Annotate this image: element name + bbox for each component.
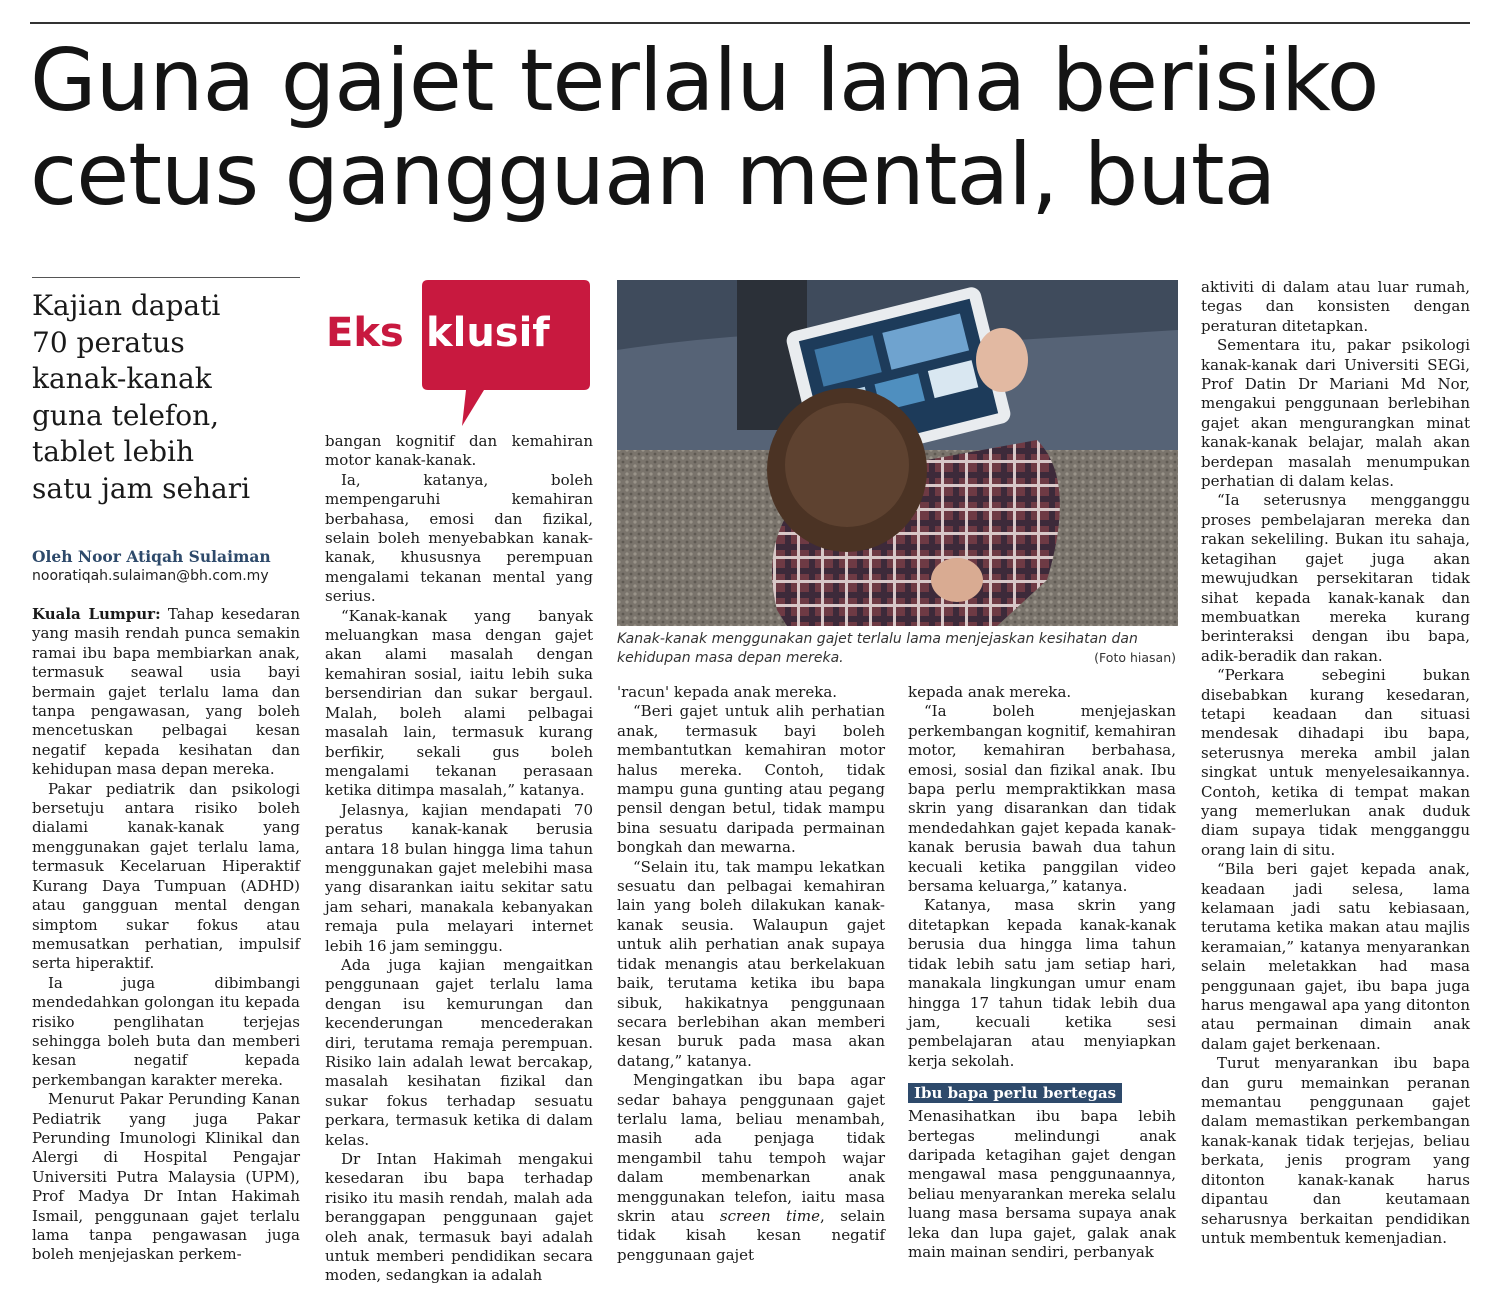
byline xyxy=(32,547,300,584)
paragraph: bangan kognitif dan kemahiran motor kanak-kanak. xyxy=(325,432,593,470)
subheading: Ibu bapa perlu bertegas xyxy=(908,1083,1122,1103)
column-3 xyxy=(617,683,885,1273)
article-photo xyxy=(617,280,1178,626)
paragraph: “Bila beri gajet kepada anak, keadaan jadi selesa, lama kelamaan jadi satu kebiasaan, terutama ketika makan atau majlis keramaian,” katanya menyarankan selain meletakkan had masa penggunaan gajet, ibu bapa juga harus mengawal apa yang ditonton atau permainan dimain anak dalam gajet berkenaan. xyxy=(1201,860,1470,1053)
deck-line: Kajian dapati xyxy=(32,289,221,322)
dateline: Kuala Lumpur: xyxy=(32,605,161,623)
paragraph: kepada anak mereka. xyxy=(908,683,1072,701)
paragraph: Katanya, masa skrin yang ditetapkan kepada kanak-kanak berusia dua hingga lima tahun tidak lebih satu jam setiap hari, manakala lingkungan umur enam hingga 17 tahun tidak lebih dua jam, kecuali ketika sesi pembelajaran atau menyiapkan kerja sekolah. xyxy=(908,896,1176,1070)
top-rule xyxy=(30,22,1470,24)
paragraph: “Ia boleh menjejaskan perkembangan kognitif, kemahiran motor, kemahiran berbahasa, emosi, sosial dan fizikal anak. Ibu bapa perlu mempraktikkan masa skrin yang disarankan dan tidak mendedahkan gajet kepada kanak-kanak berusia bawah dua tahun kecuali ketika panggilan video bersama keluarga,” katanya. xyxy=(908,702,1176,896)
paragraph: Menasihatkan ibu bapa lebih bertegas melindungi anak daripada ketagihan gajet dengan mengawal masa penggunaannya, beliau menyarankan mereka selalu luang masa bersama supaya anak leka dan lupa gajet, galak anak main mainan sendiri, perbanyak xyxy=(908,1107,1176,1261)
deck-line: tablet lebih xyxy=(32,435,194,468)
column-4 xyxy=(908,683,1176,1273)
paragraph: “Selain itu, tak mampu lekatkan sesuatu dan pelbagai kemahiran lain yang boleh dilakukan kanak-kanak seusia. Walaupun gajet untuk alih perhatian anak supaya tidak menangis atau berkelakuan baik, terutama ketika ibu bapa sibuk, hakikatnya penggunaan secara berlebihan akan memberi kesan buruk pada masa akan datang,” katanya. xyxy=(617,857,885,1070)
deck-line: 70 peratus xyxy=(32,325,185,359)
child-with-tablet-image xyxy=(617,280,1178,626)
headline xyxy=(30,31,1470,225)
paragraph: Mengingatkan ibu bapa agar sedar bahaya penggunaan gajet terlalu lama, beliau menambah, masih ada penjaga tidak mengambil tahu tempoh wajar dalam membenarkan anak menggunakan telefon, iaitu masa skrin atau screen time, selain tidak kisah kesan negatif penggunaan gajet xyxy=(617,1071,885,1264)
paragraph: “Beri gajet untuk alih perhatian anak, termasuk bayi boleh membantutkan kemahiran motor halus mereka. Contoh, tidak mampu guna gunting atau pegang pensil dengan betul, tidak mampu bina sesuatu daripada permainan bongkah dan mewarna. xyxy=(617,702,885,857)
photo-caption xyxy=(617,630,1178,667)
paragraph: Turut menyarankan ibu bapa dan guru memainkan peranan memantau penggunaan gajet dalam memastikan perkembangan kanak-kanak tidak terjejas, beliau berkata, jenis program yang ditonton kanak-kanak harus dipantau dan keutamaan seharusnya berkaitan pendidikan untuk membentuk kemenjadian. xyxy=(1201,1054,1470,1247)
paragraph: Jelasnya, kajian mendapati 70 peratus kanak-kanak berusia antara 18 bulan hingga lima tahun menggunakan gajet melebihi masa yang disarankan iaitu sekitar satu jam sehari, manakala kebanyakan remaja pula melayari internet lebih 16 jam seminggu. xyxy=(325,800,593,955)
paragraph: “Kanak-kanak yang banyak meluangkan masa dengan gajet akan alami masalah dengan kemahiran sosial, iaitu lebih suka bersendirian dan sukar bergaul. Malah, boleh alami pelbagai masalah lain, termasuk kurang berfikir, sekali gus boleh mengalami tekanan perasaan ketika ditimpa masalah,” katanya. xyxy=(325,606,593,800)
badge-text-part-1: Eks xyxy=(326,310,404,356)
paragraph: 'racun' kepada anak mereka. xyxy=(617,683,838,701)
paragraph: Kuala Lumpur: Tahap kesedaran yang masih rendah punca semakin ramai ibu bapa membiarkan anak, termasuk seawal usia bayi bermain gajet terlalu lama dan tanpa pengawasan, yang boleh mencetuskan pelbagai kesan negatif kepada kesihatan dan kehidupan masa depan mereka. xyxy=(32,605,300,779)
photo-credit: (Foto hiasan) xyxy=(1094,649,1176,665)
byline-author: Oleh Noor Atiqah Sulaiman xyxy=(32,547,271,566)
badge-text-part-2: klusif xyxy=(426,310,550,356)
paragraph: “Ia seterusnya mengganggu proses pembelajaran mereka dan rakan sekeliling. Bukan itu sahaja, ketagihan gajet juga akan mewujudkan persekitaran tidak sihat kepada kanak-kanak dan membuatkan mereka kurang berinteraksi dengan ibu bapa, adik-beradik dan rakan. xyxy=(1201,491,1470,665)
deck xyxy=(32,288,300,507)
deck-line: guna telefon, xyxy=(32,398,220,432)
paragraph: Sementara itu, pakar psikologi kanak-kanak dari Universiti SEGi, Prof Datin Dr Mariani Md Nor, mengakui penggunaan berlebihan gajet akan mengurangkan minat kanak-kanak belajar, malah akan berdepan masalah menumpukan perhatian di dalam kelas. xyxy=(1201,336,1470,491)
caption-text: Kanak-kanak menggunakan gajet terlalu lama menjejaskan kesihatan dan kehidupan masa depan mereka. xyxy=(617,631,1138,666)
column-1 xyxy=(32,605,300,1265)
column-2 xyxy=(325,432,593,1285)
deck-line: satu jam sehari xyxy=(32,471,251,505)
paragraph: Ada juga kajian mengaitkan penggunaan gajet terlalu lama dengan isu kemurungan dan kecenderungan mencederakan diri, terutama remaja perempuan. Risiko lain adalah lewat bercakap, masalah kesihatan fizikal dan sukar fokus terhadap sesuatu perkara, termasuk ketika di dalam kelas. xyxy=(325,955,593,1149)
deck-rule xyxy=(32,277,300,278)
headline-line-2: cetus gangguan mental, buta xyxy=(30,125,1276,225)
paragraph: Ia juga dibimbangi mendedahkan golongan itu kepada risiko penglihatan terjejas sehingga boleh buta dan memberi kesan negatif kepada perkembangan karakter mereka. xyxy=(32,973,300,1089)
paragraph: Ia, katanya, boleh mempengaruhi kemahiran berbahasa, emosi dan fizikal, selain boleh menyebabkan kanak-kanak, khususnya perempuan mengalami tekanan mental yang serius. xyxy=(325,470,593,606)
deck-line: kanak-kanak xyxy=(32,362,212,395)
paragraph: aktiviti di dalam atau luar rumah, tegas dan konsisten dengan peraturan ditetapkan. xyxy=(1201,278,1470,335)
byline-email[interactable]: nooratiqah.sulaiman@bh.com.my xyxy=(32,568,269,584)
headline-line-1: Guna gajet terlalu lama berisiko xyxy=(30,31,1379,131)
paragraph: Pakar pediatrik dan psikologi bersetuju antara risiko boleh dialami kanak-kanak yang menggunakan gajet terlalu lama, termasuk Kecelaruan Hiperaktif Kurang Daya Tumpuan (ADHD) atau gangguan mental dengan simptom sukar fokus atau memusatkan perhatian, impulsif serta hiperaktif. xyxy=(32,779,300,973)
paragraph: “Perkara sebegini bukan disebabkan kurang kesedaran, tetapi keadaan dan situasi mendesak dihadapi ibu bapa, seterusnya mereka ambil jalan singkat untuk menyelesaikannya. Contoh, ketika di tempat makan yang memerlukan anak duduk diam supaya tidak mengganggu orang lain di situ. xyxy=(1201,666,1470,859)
column-5 xyxy=(1201,278,1470,1273)
eksklusif-badge xyxy=(322,280,592,428)
paragraph: Dr Intan Hakimah mengakui kesedaran ibu bapa terhadap risiko itu masih rendah, malah ada beranggapan penggunaan gajet oleh anak, termasuk bayi adalah untuk memberi pendidikan secara moden, sedangkan ia adalah xyxy=(325,1150,593,1285)
italic-term: screen time xyxy=(719,1206,820,1225)
paragraph: Menurut Pakar Perunding Kanan Pediatrik yang juga Pakar Perunding Imunologi Klinikal dan Alergi di Hospital Pengajar Universiti Putra Malaysia (UPM), Prof Madya Dr Intan Hakimah Ismail, penggunaan gajet terlalu lama tanpa pengawasan juga boleh menjejaskan perkem- xyxy=(32,1090,300,1264)
